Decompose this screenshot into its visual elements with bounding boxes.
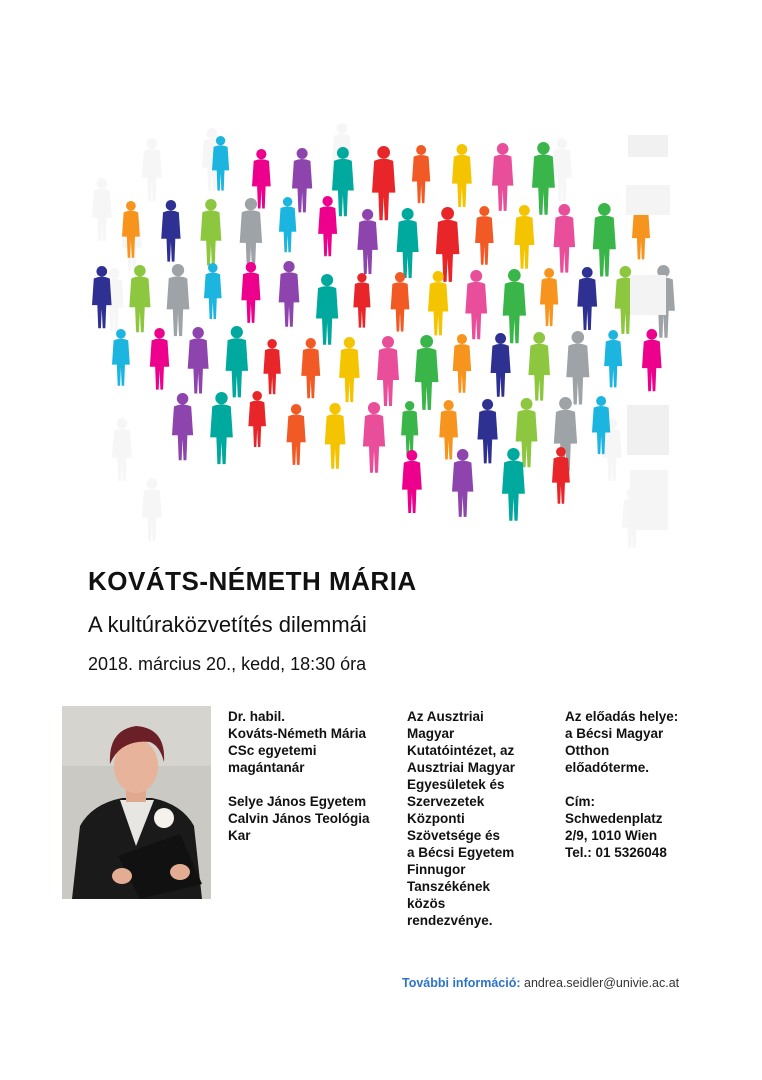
- person-silhouette: [477, 399, 497, 463]
- person-silhouette: [357, 209, 377, 274]
- venue-line: előadóterme.: [565, 760, 650, 775]
- person-silhouette: [439, 400, 458, 460]
- organizer-line: a Bécsi Egyetem: [407, 845, 515, 860]
- organizer-line: Finnugor: [407, 862, 466, 877]
- speaker-title: KOVÁTS-NÉMETH MÁRIA: [88, 566, 417, 596]
- person-silhouette: [240, 198, 262, 269]
- address-line: Schwedenplatz: [565, 811, 663, 826]
- person-silhouette: [554, 204, 576, 273]
- person-silhouette: [566, 331, 589, 405]
- person-silhouette: [503, 269, 526, 343]
- person-silhouette: [287, 404, 306, 465]
- affiliation-line: Calvin János Teológia: [228, 811, 370, 826]
- person-silhouette: [172, 393, 193, 460]
- organizer-line: Egyesületek és: [407, 777, 505, 792]
- person-silhouette: [453, 334, 471, 393]
- person-silhouette: [452, 449, 473, 517]
- person-silhouette: [292, 148, 312, 212]
- person-silhouette: [112, 418, 132, 481]
- event-datetime: 2018. március 20., kedd, 18:30 óra: [88, 654, 367, 674]
- organizer-line: Szervezetek: [407, 794, 485, 809]
- address-line: Tel.: 01 5326048: [565, 845, 667, 860]
- organizer-line: rendezvénye.: [407, 913, 493, 928]
- person-silhouette: [492, 143, 513, 211]
- bio-line: Dr. habil.: [228, 709, 286, 724]
- person-silhouette: [142, 478, 162, 541]
- person-silhouette: [150, 328, 169, 390]
- person-silhouette: [475, 206, 493, 265]
- organizer-line: Szövetsége és: [407, 828, 501, 843]
- person-silhouette: [528, 332, 550, 401]
- person-silhouette: [279, 261, 300, 327]
- person-silhouette: [452, 144, 472, 207]
- person-silhouette: [248, 391, 266, 447]
- person-silhouette: [339, 337, 359, 402]
- person-silhouette: [593, 203, 616, 277]
- organizers: [407, 708, 547, 929]
- person-silhouette: [363, 402, 385, 473]
- person-silhouette: [92, 178, 112, 241]
- person-silhouette: [204, 263, 222, 319]
- person-silhouette: [188, 327, 209, 394]
- person-silhouette: [226, 326, 248, 397]
- person-silhouette: [401, 401, 418, 456]
- person-silhouette: [372, 146, 395, 220]
- person-silhouette: [142, 138, 162, 201]
- person-silhouette: [318, 196, 337, 256]
- person-silhouette: [397, 208, 419, 278]
- address-line: 2/9, 1010 Wien: [565, 828, 658, 843]
- person-silhouette: [279, 197, 296, 252]
- organizer-line: közös: [407, 896, 446, 911]
- person-silhouette: [402, 450, 422, 513]
- person-silhouette: [167, 264, 190, 336]
- bio-line: CSc egyetemi: [228, 743, 317, 758]
- footer-email-link[interactable]: andrea.seidler@univie.ac.at: [524, 976, 680, 990]
- person-silhouette: [210, 392, 233, 464]
- venue-line: Otthon: [565, 743, 610, 758]
- person-silhouette: [241, 262, 260, 323]
- person-silhouette: [491, 333, 511, 397]
- organizer-line: Ausztriai Magyar: [407, 760, 516, 775]
- person-silhouette: [514, 205, 534, 269]
- address-line: Cím:: [565, 794, 595, 809]
- person-silhouette: [604, 330, 622, 387]
- person-silhouette: [377, 336, 399, 406]
- affiliation-line: Kar: [228, 828, 251, 843]
- lecture-title: A kultúraközvetítés dilemmái: [88, 612, 367, 637]
- bio-line: magántanár: [228, 760, 305, 775]
- footer-label: További információ:: [402, 976, 521, 990]
- people-speech-bubble-illustration: [82, 118, 682, 548]
- person-silhouette: [532, 142, 555, 215]
- person-silhouette: [391, 272, 410, 332]
- venue-line: Az előadás helye:: [565, 709, 679, 724]
- affiliation-line: Selye János Egyetem: [228, 794, 367, 809]
- person-silhouette: [436, 207, 460, 282]
- bio-line: Kováts-Németh Mária: [228, 726, 367, 741]
- person-silhouette: [353, 273, 370, 328]
- person-silhouette: [415, 335, 439, 410]
- organizer-line: Az Ausztriai: [407, 709, 484, 724]
- person-silhouette: [412, 145, 430, 203]
- faded-background-decoration: [622, 125, 674, 545]
- person-silhouette: [200, 199, 221, 266]
- organizer-line: Kutatóintézet, az: [407, 743, 515, 758]
- person-silhouette: [112, 329, 130, 386]
- venue-line: a Bécsi Magyar: [565, 726, 664, 741]
- person-silhouette: [301, 338, 320, 398]
- person-silhouette: [577, 267, 597, 330]
- person-silhouette: [92, 266, 112, 328]
- person-silhouette: [316, 274, 338, 345]
- speaker-photo: [62, 706, 211, 899]
- person-silhouette: [540, 268, 558, 326]
- person-silhouette: [263, 339, 280, 394]
- person-silhouette: [552, 138, 572, 201]
- organizer-line: Magyar: [407, 726, 455, 741]
- venue-info: [565, 708, 725, 861]
- person-silhouette: [325, 403, 346, 469]
- organizer-line: Központi: [407, 811, 465, 826]
- person-silhouette: [502, 448, 525, 521]
- person-silhouette: [129, 265, 150, 332]
- organizer-line: Tanszékének: [407, 879, 491, 894]
- person-silhouette: [465, 270, 487, 339]
- speaker-bio: [228, 708, 398, 844]
- person-silhouette: [161, 200, 180, 262]
- footer-info: [402, 976, 679, 990]
